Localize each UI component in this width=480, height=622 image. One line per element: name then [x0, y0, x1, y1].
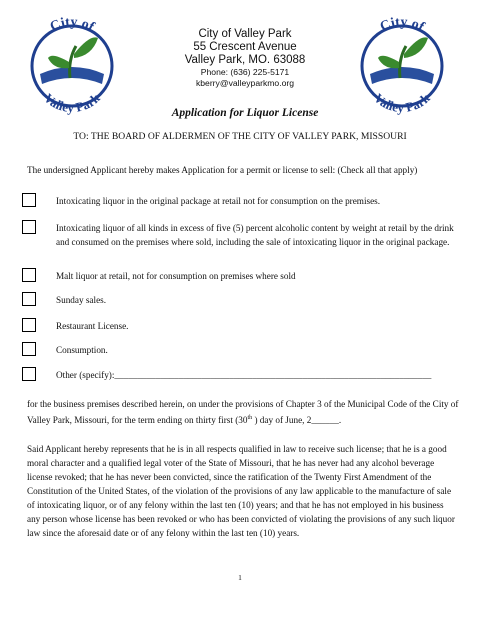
- term-paragraph: [27, 397, 459, 427]
- qualification-paragraph: Said Applicant hereby represents that he is in all respects qualified in law to receive such license; that he is a good moral character and a qualified legal voter of the State of Missouri, that he has never had any alcohol beverage license revoked; that he has never been convicted, since the ratification of the Twenty First Amendment of the Constitution of the United States, of the violation of the provisions of any law applicable to the manufacture of sale of intoxicating liquor, or of any felony within the last ten (10) years; and that he has not employed in his business any person whose license has been revoked or who has been convicted of violating the provisions of any such liquor law since the aforesaid date or of any felony within the last ten (10) years.: [27, 444, 455, 538]
- page-number: 1: [238, 573, 242, 582]
- city-seal-graphic: [348, 10, 456, 118]
- term-date-text: ) day of June, 2______.: [252, 415, 342, 426]
- option-label: Restaurant License.: [56, 321, 129, 331]
- other-specify-field[interactable]: Other (specify):_____________________________________________________________________: [56, 370, 432, 380]
- city-logo-left: [18, 10, 126, 118]
- seal-field: [40, 67, 104, 84]
- city-state-zip: Valley Park, MO. 63088: [184, 54, 306, 66]
- logo-top-text: City of: [377, 14, 427, 36]
- option-checkbox[interactable]: [22, 292, 36, 306]
- logo-bottom-text: Valley Park: [371, 90, 433, 116]
- option-label: Sunday sales.: [56, 295, 107, 305]
- document-title: Application for Liquor License: [171, 107, 319, 119]
- seal-field: [370, 67, 434, 84]
- option-label: Intoxicating liquor of all kinds in excess of five (5) percent alcoholic content by weight at retail by the drink and consumed on the premises where sold, including the sale of intoxicating liquor in the original package.: [56, 223, 454, 247]
- option-label: Intoxicating liquor in the original package at retail not for consumption on the premises.: [56, 196, 381, 206]
- addressee-line: TO: THE BOARD OF ALDERMEN OF THE CITY OF VALLEY PARK, MISSOURI: [73, 131, 407, 142]
- option-checkbox[interactable]: [22, 342, 36, 356]
- leaf-right: [74, 37, 98, 58]
- street-address: 55 Crescent Avenue: [193, 41, 297, 53]
- option-checkbox[interactable]: [22, 268, 36, 282]
- option-label: Consumption.: [56, 345, 108, 355]
- option-checkbox[interactable]: [22, 220, 36, 234]
- option-checkbox[interactable]: [22, 318, 36, 332]
- city-address-block: [150, 28, 340, 89]
- city-name: City of Valley Park: [198, 28, 292, 40]
- logo-top-text: City of: [47, 14, 97, 36]
- term-text: for the business premises described herein, on under the provisions of Chapter 3 of the Municipal Code of the City of Valley Park, Missouri, for the term ending on thirty first (30: [27, 399, 459, 426]
- intro-paragraph: The undersigned Applicant hereby makes Application for a permit or license to sell: (Check all that apply): [27, 165, 418, 175]
- option-label: Malt liquor at retail, not for consumption on premises where sold: [56, 271, 296, 281]
- leaf-right: [404, 37, 428, 58]
- logo-bottom-text: Valley Park: [41, 90, 103, 116]
- option-checkbox[interactable]: [22, 367, 36, 381]
- city-logo-right: [348, 10, 456, 118]
- term-ordinal-suffix: th: [247, 415, 253, 421]
- city-seal-graphic: [18, 10, 126, 118]
- email-address[interactable]: kberry@valleyparkmo.org: [195, 78, 295, 88]
- phone-number: Phone: (636) 225-5171: [200, 67, 290, 77]
- leaf-left: [378, 56, 399, 69]
- seal-ring: [32, 26, 112, 106]
- leaf-left: [48, 56, 69, 69]
- seal-ring: [362, 26, 442, 106]
- option-checkbox[interactable]: [22, 193, 36, 207]
